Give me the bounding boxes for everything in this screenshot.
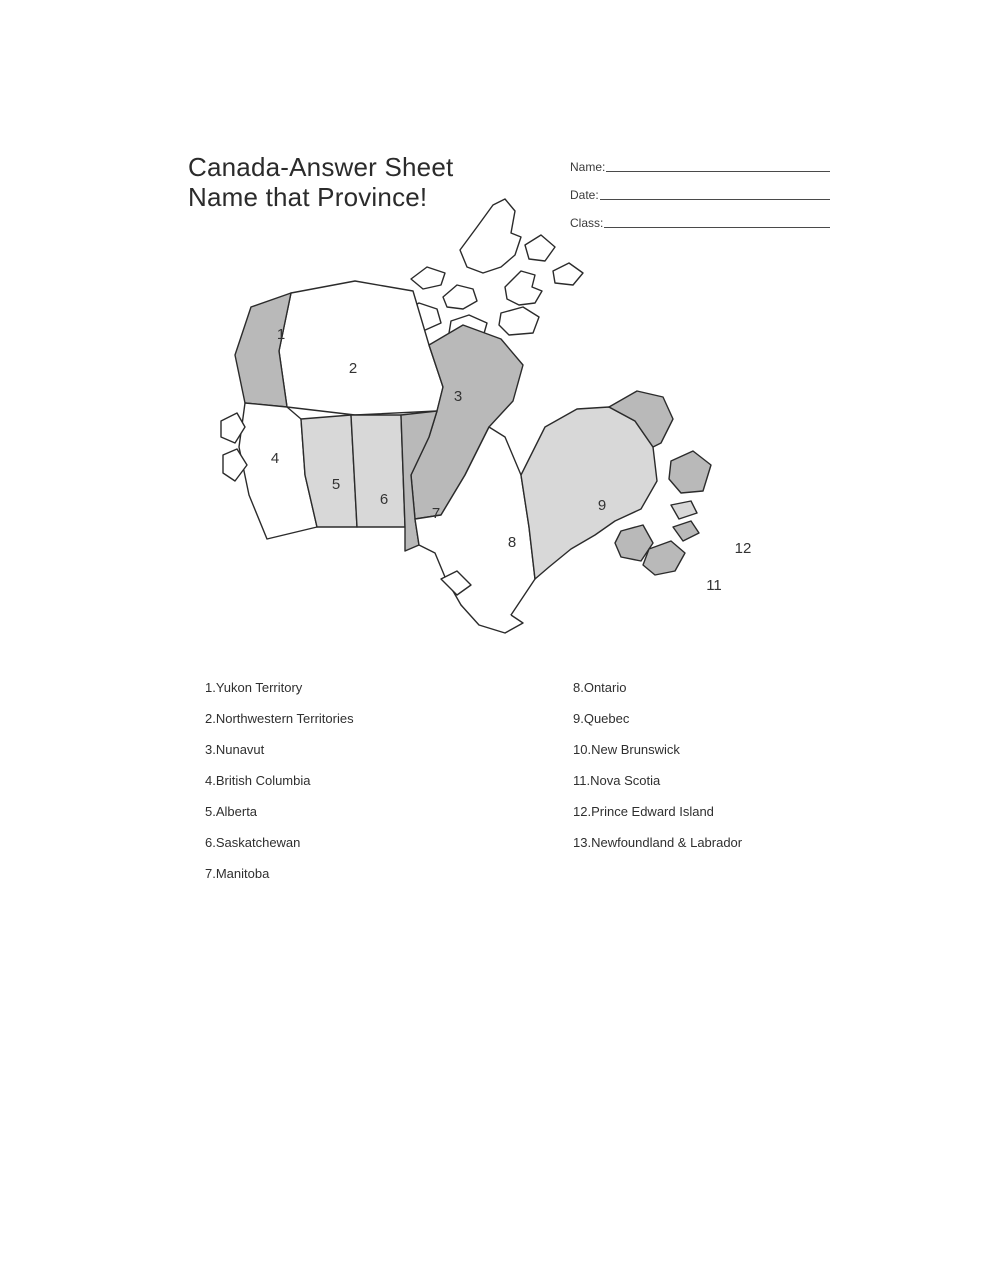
list-item: 11.Nova Scotia bbox=[573, 773, 661, 788]
list-item: 1.Yukon Territory bbox=[205, 680, 303, 695]
list-item: 6.Saskatchewan bbox=[205, 835, 301, 850]
name-field-row[interactable] bbox=[570, 148, 830, 176]
list-item: 8.Ontario bbox=[573, 680, 627, 695]
map-number-11: 11 bbox=[706, 577, 722, 594]
date-field-label: Date: bbox=[570, 188, 599, 202]
list-item: 9.Quebec bbox=[573, 711, 630, 726]
list-item: 3.Nunavut bbox=[205, 742, 265, 757]
answer-column-left bbox=[205, 672, 455, 889]
list-item: 10.New Brunswick bbox=[573, 742, 680, 757]
answer-key-list bbox=[205, 672, 825, 889]
list-item: 4.British Columbia bbox=[205, 773, 311, 788]
title-line-1: Canada-Answer Sheet bbox=[188, 152, 454, 182]
map-number-2: 2 bbox=[348, 360, 358, 377]
map-number-3: 3 bbox=[453, 388, 463, 405]
map-number-4: 4 bbox=[270, 450, 280, 467]
map-number-8: 8 bbox=[507, 534, 517, 551]
list-item: 12.Prince Edward Island bbox=[573, 804, 714, 819]
list-item: 13.Newfoundland & Labrador bbox=[573, 835, 743, 850]
map-number-1: 1 bbox=[276, 326, 286, 343]
map-number-6: 6 bbox=[379, 491, 389, 508]
title-line-2: Name that Province! bbox=[188, 182, 428, 212]
map-number-7: 7 bbox=[431, 505, 441, 522]
answer-column-right bbox=[573, 672, 823, 889]
list-item: 2.Northwestern Territories bbox=[205, 711, 354, 726]
name-field-label: Name: bbox=[570, 160, 606, 174]
list-item: 5.Alberta bbox=[205, 804, 258, 819]
map-number-5: 5 bbox=[331, 476, 341, 493]
class-field-label: Class: bbox=[570, 216, 604, 230]
map-number-12: 12 bbox=[734, 540, 752, 557]
name-field-rule[interactable] bbox=[606, 171, 830, 172]
map-number-9: 9 bbox=[597, 497, 607, 514]
canada-map bbox=[205, 175, 785, 655]
list-item: 7.Manitoba bbox=[205, 866, 270, 881]
